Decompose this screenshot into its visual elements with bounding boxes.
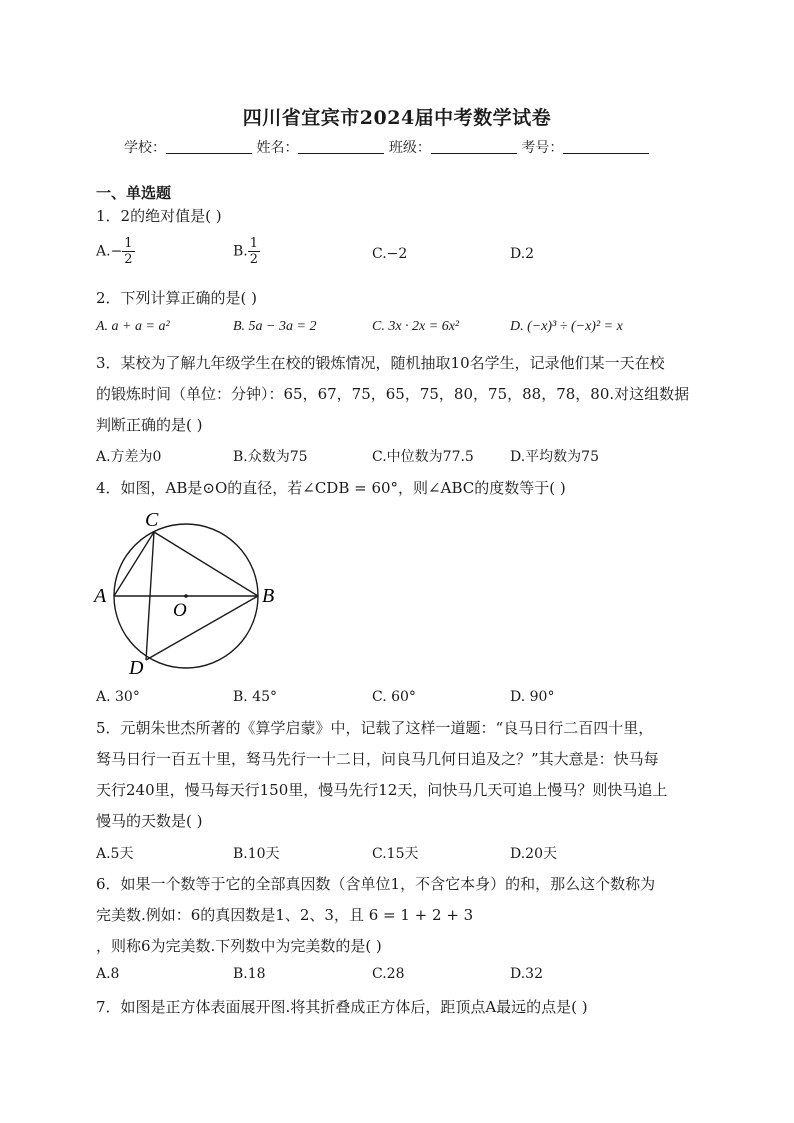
fraction	[248, 236, 260, 267]
q1-option-b[interactable]	[233, 236, 260, 267]
question-3-line-3: 判断正确的是( )	[96, 416, 203, 434]
label-c: C	[145, 509, 159, 531]
denominator: 2	[124, 252, 133, 267]
q6-option-b[interactable]: B.18	[233, 966, 266, 982]
fraction	[122, 236, 134, 267]
chord-db	[146, 596, 258, 660]
denominator: 2	[249, 252, 259, 267]
q2-option-a[interactable]: A. a + a = a²	[96, 319, 170, 334]
chord-cb	[154, 532, 258, 596]
page-title: 四川省宜宾市2024届中考数学试卷	[242, 107, 552, 129]
class-blank[interactable]	[431, 139, 517, 154]
q6-option-a[interactable]: A.8	[96, 966, 120, 982]
class-label: 班级：	[388, 140, 431, 156]
label-d: D	[129, 657, 144, 679]
school-label: 学校：	[124, 140, 166, 156]
name-label: 姓名：	[256, 140, 299, 156]
question-7-stem: 7．如图是正方体表面展开图.将其折叠成正方体后，距顶点A最远的点是( )	[96, 998, 588, 1016]
question-5-line-1: 5．元朝朱世杰所著的《算学启蒙》中，记载了这样一道题：“良马日行二百四十里，	[96, 719, 654, 737]
section-heading: 一、单选题	[96, 184, 172, 202]
q1-option-b-prefix: B.	[233, 243, 248, 260]
circle-diagram	[90, 508, 290, 683]
q1-option-a[interactable]	[96, 236, 135, 267]
label-b: B	[262, 585, 275, 607]
q1-option-a-prefix: A.	[96, 243, 111, 260]
question-3-line-2: 的锻炼时间（单位：分钟）：65，67，75，65，75，80，75，88，78，80.对这组数据	[96, 385, 690, 403]
q1-option-c[interactable]: C.−2	[372, 246, 408, 262]
q5-option-b[interactable]: B.10天	[233, 846, 280, 862]
q2-option-b[interactable]: B. 5a − 3a = 2	[233, 319, 317, 334]
q3-option-d[interactable]: D.平均数为75	[510, 449, 599, 465]
name-blank[interactable]	[298, 139, 384, 154]
q2-option-c[interactable]: C. 3x · 2x = 6x²	[372, 319, 460, 334]
question-4-stem: 4．如图，AB是⊙O的直径，若∠CDB = 60°，则∠ABC的度数等于( )	[96, 479, 566, 497]
q1-option-a-sign: −	[110, 243, 123, 260]
label-a: A	[94, 585, 107, 607]
label-o: O	[173, 600, 187, 621]
question-6-line-1: 6．如果一个数等于它的全部真因数（含单位1，不含它本身）的和，那么这个数称为	[96, 875, 656, 893]
question-5-line-2: 驽马日行一百五十里，驽马先行一十二日，问良马几何日追及之？”其大意是：快马每	[96, 750, 659, 768]
q5-option-a[interactable]: A.5天	[96, 846, 134, 862]
number-blank[interactable]	[563, 139, 649, 154]
chord-ac	[114, 532, 154, 596]
q6-option-d[interactable]: D.32	[510, 966, 543, 982]
q6-option-c[interactable]: C.28	[372, 966, 405, 982]
q4-option-d[interactable]: D. 90°	[510, 689, 555, 705]
q3-option-c[interactable]: C.中位数为77.5	[372, 449, 474, 465]
q3-option-b[interactable]: B.众数为75	[233, 449, 308, 465]
q5-option-c[interactable]: C.15天	[372, 846, 419, 862]
question-6-line-3: ，则称6为完美数.下列数中为完美数的是( )	[96, 937, 382, 955]
school-blank[interactable]	[166, 139, 252, 154]
question-5-line-4: 慢马的天数是( )	[96, 812, 203, 830]
q5-option-d[interactable]: D.20天	[510, 846, 557, 862]
numerator: 1	[124, 236, 133, 251]
q4-option-a[interactable]: A. 30°	[96, 689, 140, 705]
question-5-line-3: 天行240里，慢马每天行150里，慢马先行12天，问快马几天可追上慢马？则快马追上	[96, 781, 668, 799]
number-label: 考号：	[521, 140, 564, 156]
numerator: 1	[249, 236, 259, 251]
center-point	[184, 594, 188, 598]
question-2-stem: 2．下列计算正确的是( )	[96, 289, 258, 307]
question-6-line-2: 完美数.例如：6的真因数是1、2、3，且 6 = 1 + 2 + 3	[96, 906, 474, 924]
question-1-stem: 1．2的绝对值是( )	[96, 207, 222, 225]
question-3-line-1: 3．某校为了解九年级学生在校的锻炼情况，随机抽取10名学生，记录他们某一天在校	[96, 354, 665, 372]
student-info-line	[124, 137, 649, 157]
q4-option-c[interactable]: C. 60°	[372, 689, 416, 705]
q4-option-b[interactable]: B. 45°	[233, 689, 278, 705]
q1-option-d[interactable]: D.2	[510, 246, 535, 262]
q3-option-a[interactable]: A.方差为0	[96, 449, 162, 465]
q2-option-d[interactable]: D. (−x)³ ÷ (−x)² = x	[510, 319, 623, 334]
